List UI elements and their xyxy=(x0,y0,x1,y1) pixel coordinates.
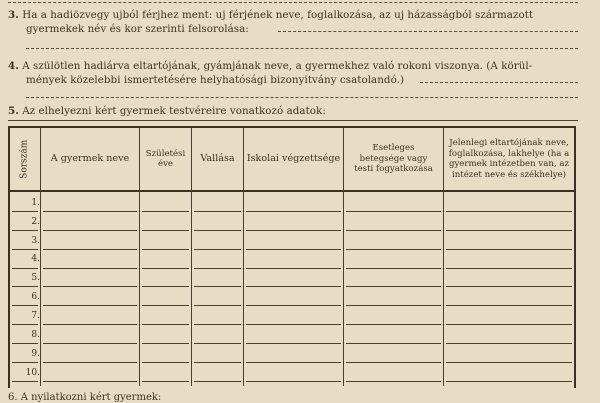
item-3-number: 3. xyxy=(8,9,19,21)
item-4-answer-line-2[interactable] xyxy=(26,97,578,98)
header-child-name: A gyermek neve xyxy=(50,152,130,164)
row-number-4: 4. xyxy=(31,254,40,264)
row-number-8: 8. xyxy=(31,330,40,340)
item-4-answer-line-1[interactable] xyxy=(420,82,578,83)
header-illness: Esetleges betegsége vagy testi fogyatkozása xyxy=(354,143,433,175)
item-4-line2: mények közelebbi ismertetésére helyhatósági bizonyitvány csatolandó.) xyxy=(26,74,405,86)
header-religion: Vallása xyxy=(200,152,235,164)
header-education: Iskolai végzettsége xyxy=(246,152,341,164)
item-6-partial: 6. A nyilatkozni kért gyermek: xyxy=(8,392,162,403)
row-number-6: 6. xyxy=(31,292,40,302)
header-birth-year: Születési éve xyxy=(145,148,186,169)
header-serial-label: Sorszám xyxy=(19,139,30,179)
header-serial xyxy=(10,128,40,190)
item-3-answer-line-2[interactable] xyxy=(26,48,578,49)
row-number-10: 10. xyxy=(25,368,40,378)
row-number-2: 2. xyxy=(31,217,40,227)
row-number-3: 3. xyxy=(31,236,40,246)
table-border-right xyxy=(574,126,576,388)
rule xyxy=(8,120,578,121)
row-number-5: 5. xyxy=(31,273,40,283)
table-header-rule xyxy=(8,190,576,192)
item-3-answer-line-1[interactable] xyxy=(278,31,578,32)
item-5 xyxy=(8,104,588,118)
item-4-number: 4. xyxy=(8,60,19,72)
item-5-text: Az elhelyezni kért gyermek testvéreire vonatkozó adatok: xyxy=(22,105,326,117)
row-number-9: 9. xyxy=(31,349,40,359)
fill-line[interactable] xyxy=(8,2,578,3)
siblings-table xyxy=(8,126,576,388)
item-5-number: 5. xyxy=(8,105,19,117)
item-3-line2: gyermekek név és kor szerinti felsorolása: xyxy=(26,23,249,35)
header-guardian: Jelenlegi eltartójának neve, foglalkozása, lakhelye (ha a gyermek intézetben van, az intézet neve és székhelye) xyxy=(448,138,570,180)
row-number-7: 7. xyxy=(31,311,40,321)
row-number-1: 1. xyxy=(31,198,40,208)
item-3-line1: Ha a hadiözvegy ujból férjhez ment: uj férjének neve, foglalkozása, az uj házasságból származott xyxy=(22,9,534,21)
item-4-line1: A szülötlen hadiárva eltartójának, gyámjának neve, a gyermekhez való rokoni viszonya. (A körül- xyxy=(22,60,533,72)
